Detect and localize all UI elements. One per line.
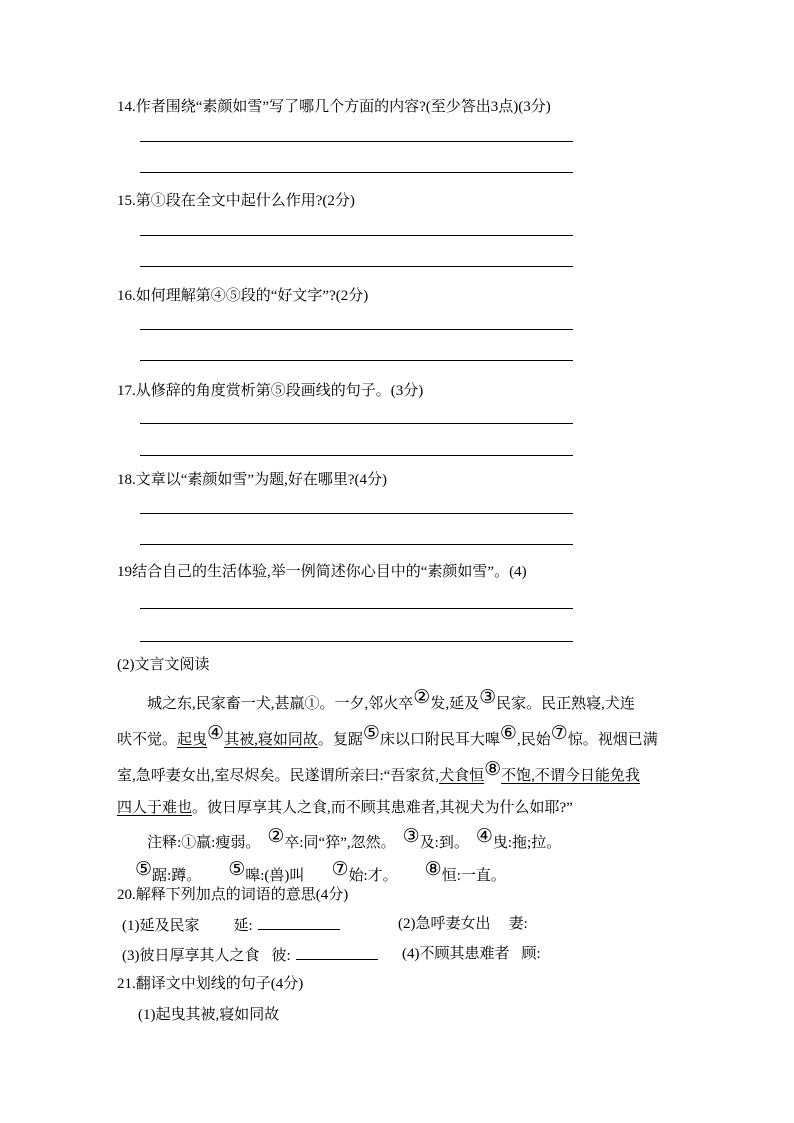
item-term: 彼: — [271, 948, 291, 964]
question-heading-17 — [117, 383, 423, 400]
note-text: 恒:一直。 — [441, 868, 506, 884]
passage-text: 城之东,民家畜一犬,甚羸①。一夕,邻火卒 — [147, 696, 414, 712]
item-label: (4)不顾其患难者 — [402, 946, 510, 962]
passage-line — [117, 759, 640, 785]
answer-line[interactable] — [140, 455, 573, 456]
passage-text: 。复踞 — [317, 732, 363, 748]
note-item — [135, 859, 202, 885]
item-term: 延: — [233, 918, 253, 934]
note-item — [267, 826, 396, 852]
underlined-phrase: 不饱,不谓今日能免我 — [501, 768, 640, 784]
circled-number-5: ⑤ — [135, 859, 153, 880]
answer-line[interactable] — [140, 172, 573, 173]
circled-number-5: ⑤ — [362, 723, 380, 744]
q20-item-3 — [122, 946, 378, 965]
notes-line — [147, 826, 562, 852]
question-text: 结合自己的生活体验,举一例简述你心目中的“素颜如雪”。(4) — [132, 564, 527, 580]
underlined-phrase: 犬食恒 — [439, 768, 485, 784]
circled-number-3: ③ — [402, 826, 420, 847]
answer-line[interactable] — [140, 608, 573, 609]
passage-line — [117, 723, 658, 749]
q20-item-4 — [402, 946, 541, 963]
circled-number-2: ② — [413, 687, 431, 708]
passage-line — [117, 800, 573, 817]
answer-line[interactable] — [140, 360, 573, 361]
underlined-phrase: 起曳 — [177, 732, 208, 748]
question-heading-20: 20.解释下列加点的词语的意思(4分) — [117, 887, 349, 903]
note-item — [331, 859, 398, 885]
passage-text: 吠不觉。 — [117, 732, 178, 748]
question-heading-14 — [117, 99, 551, 116]
question-heading-21: 21.翻译文中划线的句子(4分) — [117, 976, 304, 992]
circled-number-7: ⑦ — [331, 859, 349, 880]
notes-prefix: 注释:①羸:瘦弱。 — [147, 835, 261, 851]
answer-line[interactable] — [140, 544, 573, 545]
question-number: 15. — [117, 193, 136, 209]
question-text: 第①段在全文中起什么作用?(2分) — [135, 193, 355, 209]
answer-line[interactable] — [140, 641, 573, 642]
circled-number-7: ⑦ — [550, 723, 568, 744]
note-text: 踞:蹲。 — [152, 868, 202, 884]
answer-line[interactable] — [140, 235, 573, 236]
notes-line — [135, 859, 506, 885]
answer-line[interactable] — [140, 513, 573, 514]
note-text: 卒:同“猝”,忽然。 — [284, 835, 396, 851]
item-label: (2)急呼妻女出 — [398, 916, 491, 932]
q21-item-1: (1)起曳其被,寝如同故 — [138, 1007, 280, 1023]
note-item — [424, 859, 506, 885]
question-text: 如何理解第④⑤段的“好文字”?(2分) — [135, 288, 369, 304]
circled-number-4: ④ — [207, 723, 225, 744]
passage-text: 。彼日厚享其人之食,而不顾其患难者,其视犬为什么如耶?” — [192, 800, 573, 816]
answer-line[interactable] — [140, 266, 573, 267]
note-item — [402, 826, 469, 852]
circled-number-8: ⑧ — [484, 759, 502, 780]
passage-text: 发,延及 — [430, 696, 480, 712]
circled-number-3: ③ — [479, 687, 497, 708]
note-item — [228, 859, 305, 885]
circled-number-4: ④ — [475, 826, 493, 847]
question-text: 文章以“素颜如雪”为题,好在哪里?(4分) — [135, 472, 387, 488]
passage-text: 惊。视烟已满 — [567, 732, 658, 748]
question-text: 从修辞的角度赏析第⑤段画线的句子。(3分) — [135, 383, 424, 399]
passage-text: 室,急呼妻女出,室尽烬矣。民遂谓所亲曰:“吾家贫, — [117, 768, 440, 784]
fill-in-blank[interactable] — [296, 946, 378, 960]
passage-text: 民家。民正熟寝,犬连 — [496, 696, 635, 712]
question-heading-15 — [117, 193, 355, 210]
note-text: 嗥:(兽)叫 — [245, 868, 305, 884]
note-text: 曳:拖;拉。 — [492, 835, 562, 851]
question-number: 18. — [117, 472, 136, 488]
underlined-phrase: 四人于难也 — [117, 800, 193, 816]
item-label: (1)延及民家 — [122, 918, 200, 934]
item-term: 顾: — [521, 946, 541, 962]
circled-number-5: ⑤ — [228, 859, 246, 880]
circled-number-2: ② — [267, 826, 285, 847]
item-label: (3)彼日厚享其人之食 — [122, 948, 260, 964]
question-text: 作者围绕“素颜如雪”写了哪几个方面的内容?(至少答出3点)(3分) — [135, 99, 551, 115]
circled-number-6: ⑥ — [499, 723, 517, 744]
section-heading-classical-reading: (2)文言文阅读 — [117, 657, 210, 673]
question-number: 19 — [117, 564, 132, 580]
question-number: 16. — [117, 288, 136, 304]
question-heading-19 — [117, 564, 527, 581]
underlined-phrase: 其被,寝如同故 — [224, 732, 318, 748]
question-number: 14. — [117, 99, 136, 115]
passage-text: 床以口附民耳大嗥 — [379, 732, 500, 748]
answer-line[interactable] — [140, 329, 573, 330]
q20-item-1 — [122, 916, 340, 935]
circled-number-8: ⑧ — [424, 859, 442, 880]
note-item — [475, 826, 562, 852]
passage-line — [147, 687, 635, 713]
note-text: 始:才。 — [348, 868, 398, 884]
question-heading-18 — [117, 472, 387, 489]
item-term: 妻: — [508, 916, 528, 932]
note-text: 及:到。 — [419, 835, 469, 851]
q20-item-2 — [398, 916, 528, 933]
answer-line[interactable] — [140, 141, 573, 142]
passage-text: ,民始 — [516, 732, 551, 748]
question-heading-16 — [117, 288, 368, 305]
answer-line[interactable] — [140, 423, 573, 424]
question-number: 17. — [117, 383, 136, 399]
fill-in-blank[interactable] — [258, 916, 340, 930]
